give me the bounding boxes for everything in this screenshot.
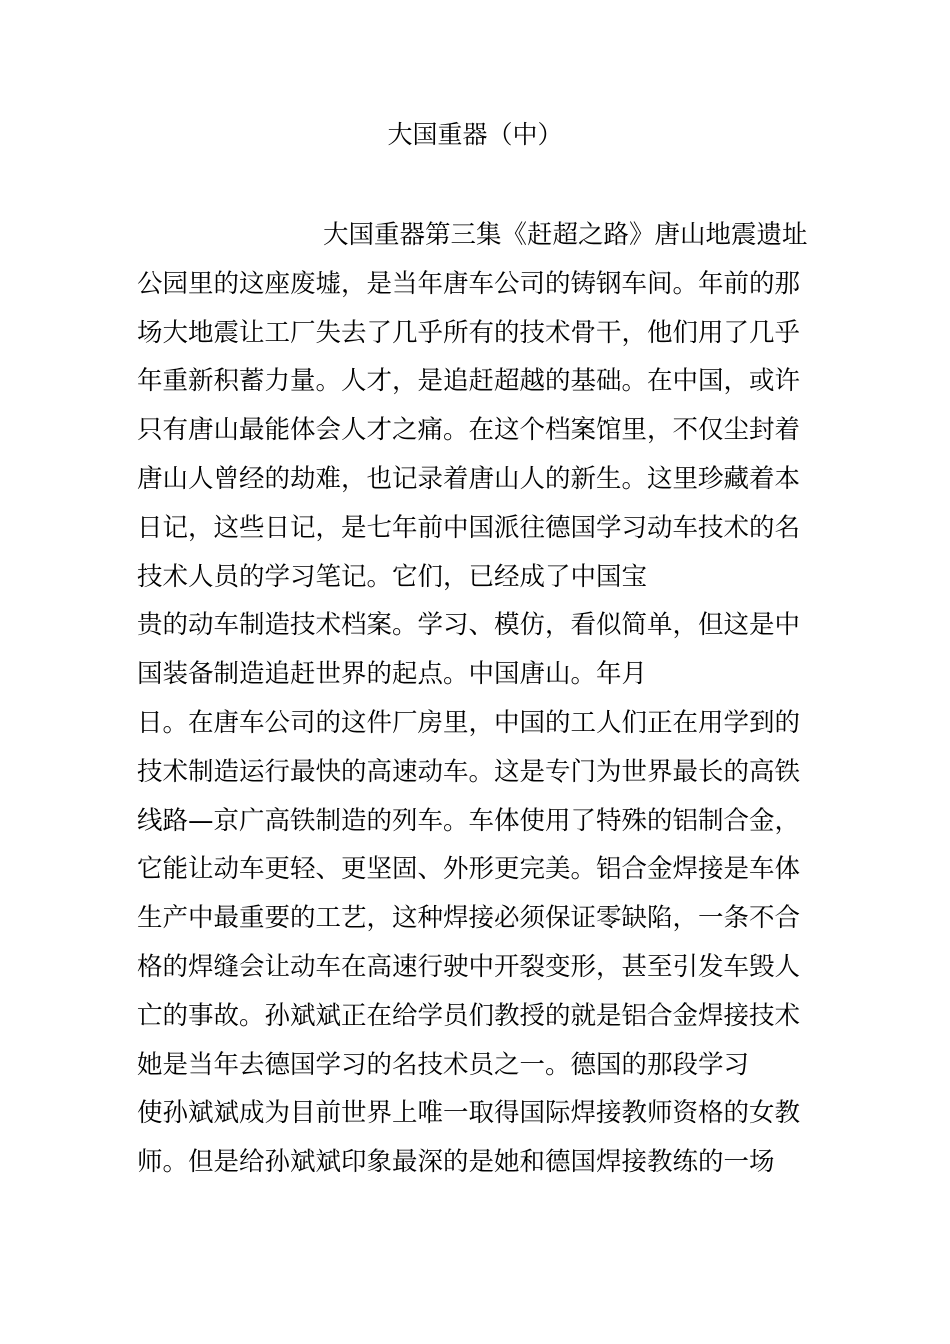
document-title: 大国重器（中） (387, 120, 563, 149)
body-line: 使孙斌斌成为目前世界上唯一取得国际焊接教师资格的女教 (137, 1098, 801, 1129)
body-line: 线路—京广高铁制造的列车。车体使用了特殊的铝制合金， (137, 805, 801, 836)
body-line: 技术制造运行最快的高速动车。这是专门为世界最长的高铁 (137, 756, 801, 787)
body-line: 场大地震让工厂失去了几乎所有的技术骨干，他们用了几乎 (137, 317, 801, 348)
body-line: 技术人员的学习笔记。它们，已经成了中国宝 (137, 561, 648, 592)
body-line: 只有唐山最能体会人才之痛。在这个档案馆里，不仅尘封着 (137, 415, 801, 446)
body-line: 她是当年去德国学习的名技术员之一。德国的那段学习 (137, 1049, 750, 1080)
body-line: 年重新积蓄力量。人才，是追赶超越的基础。在中国，或许 (137, 366, 801, 397)
body-line: 贵的动车制造技术档案。学习、模仿，看似简单，但这是中 (137, 610, 801, 641)
body-line: 大国重器第三集《赶超之路》唐山地震遗址 (323, 220, 808, 250)
body-line: 日记，这些日记，是七年前中国派往德国学习动车技术的名 (137, 512, 801, 543)
body-line: 公园里的这座废墟，是当年唐车公司的铸钢车间。年前的那 (137, 268, 801, 299)
body-line: 唐山人曾经的劫难，也记录着唐山人的新生。这里珍藏着本 (137, 463, 801, 494)
body-line: 国装备制造追赶世界的起点。中国唐山。年月 (137, 659, 648, 690)
body-line: 日。在唐车公司的这件厂房里，中国的工人们正在用学到的 (137, 707, 801, 738)
document-body (137, 211, 837, 1187)
body-line: 生产中最重要的工艺，这种焊接必须保证零缺陷，一条不合 (137, 903, 801, 934)
body-line: 师。但是给孙斌斌印象最深的是她和德国焊接教练的一场 (137, 1147, 775, 1178)
body-line: 格的焊缝会让动车在高速行驶中开裂变形，甚至引发车毁人 (137, 951, 801, 982)
body-line: 亡的事故。孙斌斌正在给学员们教授的就是铝合金焊接技术 (137, 1000, 801, 1031)
body-line: 它能让动车更轻、更坚固、外形更完美。铝合金焊接是车体 (137, 854, 801, 885)
